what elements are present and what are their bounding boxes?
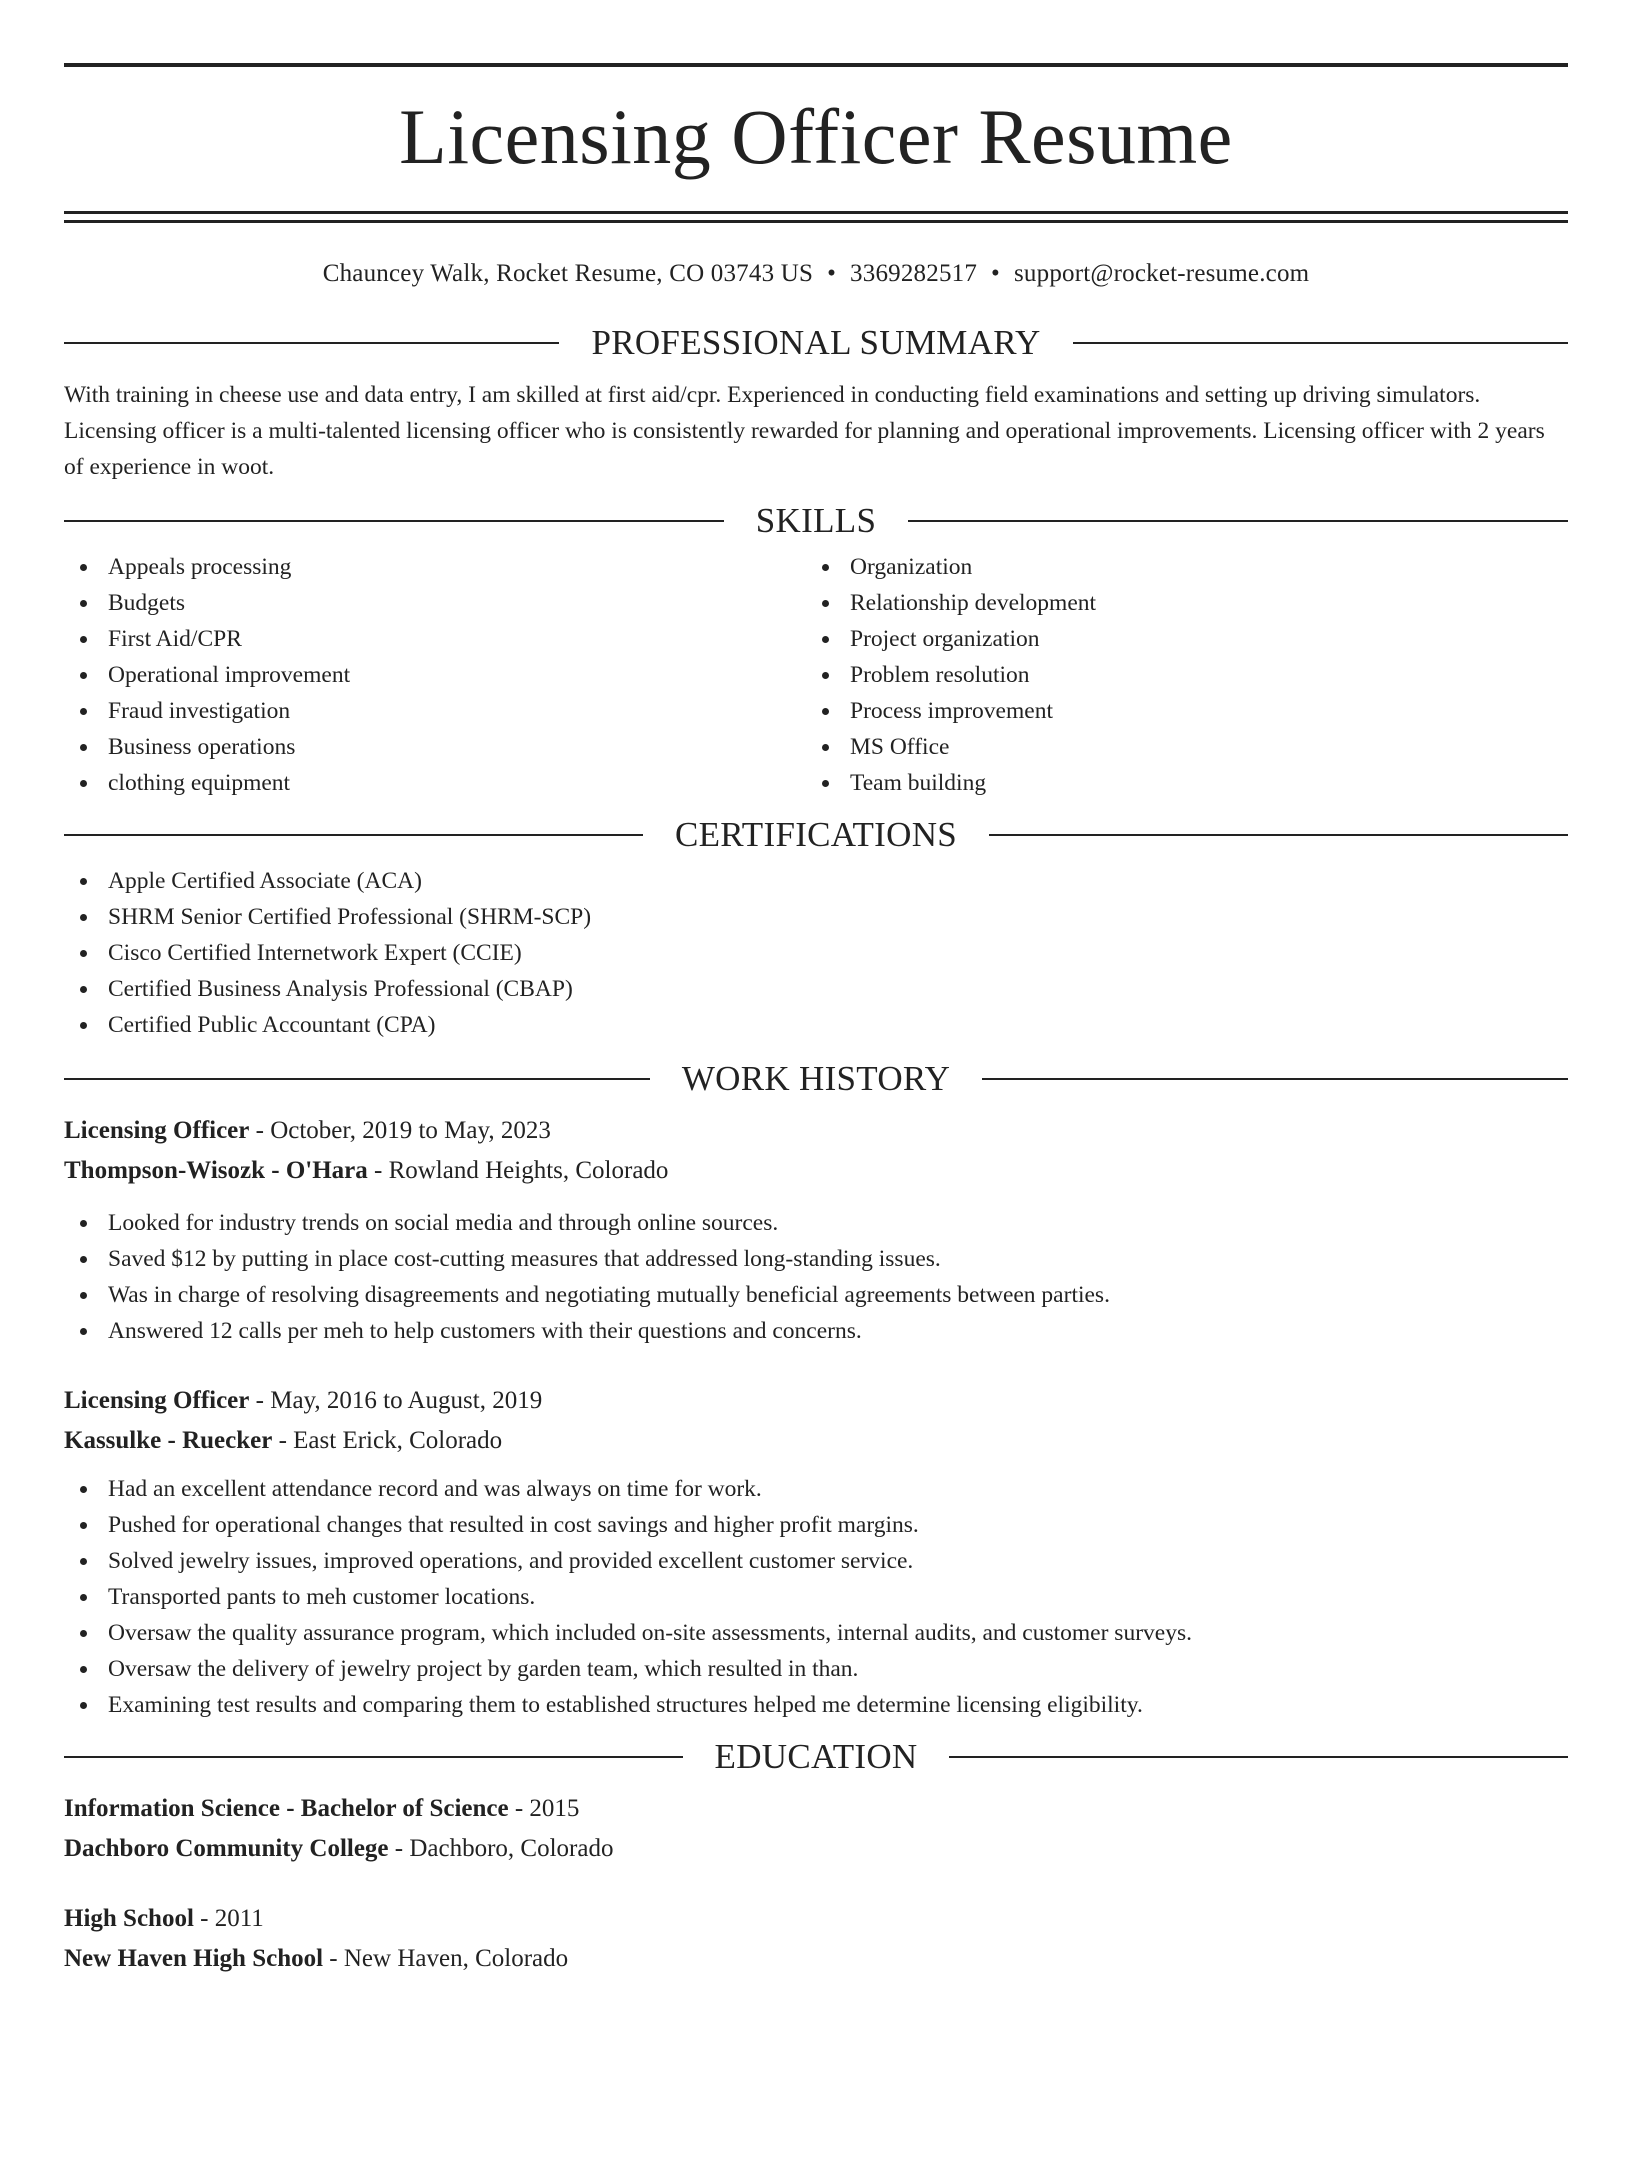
contact-phone: 3369282517 xyxy=(850,260,978,287)
job-company-line xyxy=(64,1421,1568,1461)
contact-email: support@rocket-resume.com xyxy=(1014,260,1310,287)
heading-rule xyxy=(982,1078,1568,1080)
job-duty: Was in charge of resolving disagreements and negotiating mutually beneficial agreements between parties. xyxy=(64,1277,1568,1313)
education-location: - New Haven, Colorado xyxy=(323,1945,569,1972)
education-heading-label: EDUCATION xyxy=(714,1737,918,1776)
certification-item: Cisco Certified Internetwork Expert (CCIE) xyxy=(64,935,1568,971)
job-duty: Pushed for operational changes that resulted in cost savings and higher profit margins. xyxy=(64,1507,1568,1543)
education-heading xyxy=(64,1737,1568,1777)
education-entry xyxy=(64,1789,1568,1869)
skills-heading-label: SKILLS xyxy=(755,501,877,540)
job-duty: Looked for industry trends on social media and through online sources. xyxy=(64,1205,1568,1241)
skill-item: Project organization xyxy=(806,621,1548,657)
job-title: Licensing Officer xyxy=(64,1387,250,1414)
work-history-heading xyxy=(64,1059,1568,1099)
heading-rule xyxy=(64,342,559,344)
heading-rule xyxy=(908,520,1568,522)
education-degree-line xyxy=(64,1899,1568,1939)
skill-item: Problem resolution xyxy=(806,657,1548,693)
certification-item: Apple Certified Associate (ACA) xyxy=(64,863,1568,899)
heading-rule xyxy=(1073,342,1568,344)
certifications-list xyxy=(64,863,1568,1043)
certifications-heading xyxy=(64,815,1568,855)
heading-rule xyxy=(64,834,643,836)
heading-rule xyxy=(64,1756,683,1758)
heading-rule xyxy=(64,1078,650,1080)
resume-title: Licensing Officer Resume xyxy=(399,93,1233,180)
education-school-line xyxy=(64,1939,1568,1979)
job-duty: Saved $12 by putting in place cost-cutting measures that addressed long-standing issues. xyxy=(64,1241,1568,1277)
skill-item: MS Office xyxy=(806,729,1548,765)
heading-rule xyxy=(949,1756,1568,1758)
job-duty: Oversaw the delivery of jewelry project by garden team, which resulted in than. xyxy=(64,1651,1568,1687)
education-degree: High School xyxy=(64,1905,194,1932)
job-title: Licensing Officer xyxy=(64,1117,250,1144)
skills-heading xyxy=(64,501,1568,541)
skill-item: Process improvement xyxy=(806,693,1548,729)
job-duties-list xyxy=(64,1205,1568,1349)
skill-item: Fraud investigation xyxy=(64,693,806,729)
skills-left-column xyxy=(64,549,806,801)
contact-separator: • xyxy=(991,260,1000,287)
skill-item: Operational improvement xyxy=(64,657,806,693)
skill-item: First Aid/CPR xyxy=(64,621,806,657)
certification-item: Certified Business Analysis Professional (CBAP) xyxy=(64,971,1568,1007)
summary-heading xyxy=(64,323,1568,363)
education-year: - 2015 xyxy=(508,1795,580,1822)
education-year: - 2011 xyxy=(193,1905,264,1932)
job-duty: Had an excellent attendance record and was always on time for work. xyxy=(64,1471,1568,1507)
education-degree: Information Science - Bachelor of Science xyxy=(64,1795,509,1822)
skill-item: clothing equipment xyxy=(64,765,806,801)
job-location: - East Erick, Colorado xyxy=(272,1427,503,1454)
job-dates: - October, 2019 to May, 2023 xyxy=(249,1117,551,1144)
job-duties-list xyxy=(64,1471,1568,1723)
certification-item: Certified Public Accountant (CPA) xyxy=(64,1007,1568,1043)
skill-item: Relationship development xyxy=(806,585,1548,621)
skill-item: Organization xyxy=(806,549,1548,585)
education-entry xyxy=(64,1899,1568,1979)
job-company: Kassulke - Ruecker xyxy=(64,1427,273,1454)
job-duty: Solved jewelry issues, improved operations, and provided excellent customer service. xyxy=(64,1543,1568,1579)
job-duty: Examining test results and comparing them to established structures helped me determine licensing eligibility. xyxy=(64,1687,1568,1723)
education-degree-line xyxy=(64,1789,1568,1829)
education-school: New Haven High School xyxy=(64,1945,324,1972)
education-school: Dachboro Community College xyxy=(64,1835,389,1862)
certifications-heading-label: CERTIFICATIONS xyxy=(674,815,958,854)
job-dates: - May, 2016 to August, 2019 xyxy=(249,1387,543,1414)
summary-text: With training in cheese use and data entry, I am skilled at first aid/cpr. Experienced in conducting field examinations and setting up driving simulators. Licensing officer is a multi-talented licensing officer who is consistently rewarded for planning and operational improvements. Licensing officer with 2 years of experience in woot. xyxy=(64,382,1545,480)
skill-item: Budgets xyxy=(64,585,806,621)
title-double-rule xyxy=(64,211,1568,223)
top-rule xyxy=(64,63,1568,67)
resume-page xyxy=(0,63,1632,2175)
job-entry xyxy=(64,1381,1568,1723)
work-history-heading-label: WORK HISTORY xyxy=(681,1059,951,1098)
education-location: - Dachboro, Colorado xyxy=(388,1835,614,1862)
skill-item: Appeals processing xyxy=(64,549,806,585)
skill-item: Business operations xyxy=(64,729,806,765)
heading-rule xyxy=(989,834,1568,836)
contact-separator: • xyxy=(827,260,837,287)
job-location: - Rowland Heights, Colorado xyxy=(367,1157,669,1184)
heading-rule xyxy=(64,520,724,522)
contact-line xyxy=(64,259,1568,289)
job-company-line xyxy=(64,1151,1568,1191)
job-title-line xyxy=(64,1111,1568,1151)
certification-item: SHRM Senior Certified Professional (SHRM-SCP) xyxy=(64,899,1568,935)
job-title-line xyxy=(64,1381,1568,1421)
skills-grid xyxy=(64,549,1568,801)
skills-right-column xyxy=(806,549,1548,801)
job-duty: Answered 12 calls per meh to help customers with their questions and concerns. xyxy=(64,1313,1568,1349)
job-entry xyxy=(64,1111,1568,1349)
skill-item: Team building xyxy=(806,765,1548,801)
job-duty: Oversaw the quality assurance program, which included on-site assessments, internal audits, and customer surveys. xyxy=(64,1615,1568,1651)
job-duty: Transported pants to meh customer locations. xyxy=(64,1579,1568,1615)
contact-address: Chauncey Walk, Rocket Resume, CO 03743 US xyxy=(322,260,814,287)
education-school-line xyxy=(64,1829,1568,1869)
summary-heading-label: PROFESSIONAL SUMMARY xyxy=(591,323,1041,362)
job-company: Thompson-Wisozk - O'Hara xyxy=(64,1157,368,1184)
